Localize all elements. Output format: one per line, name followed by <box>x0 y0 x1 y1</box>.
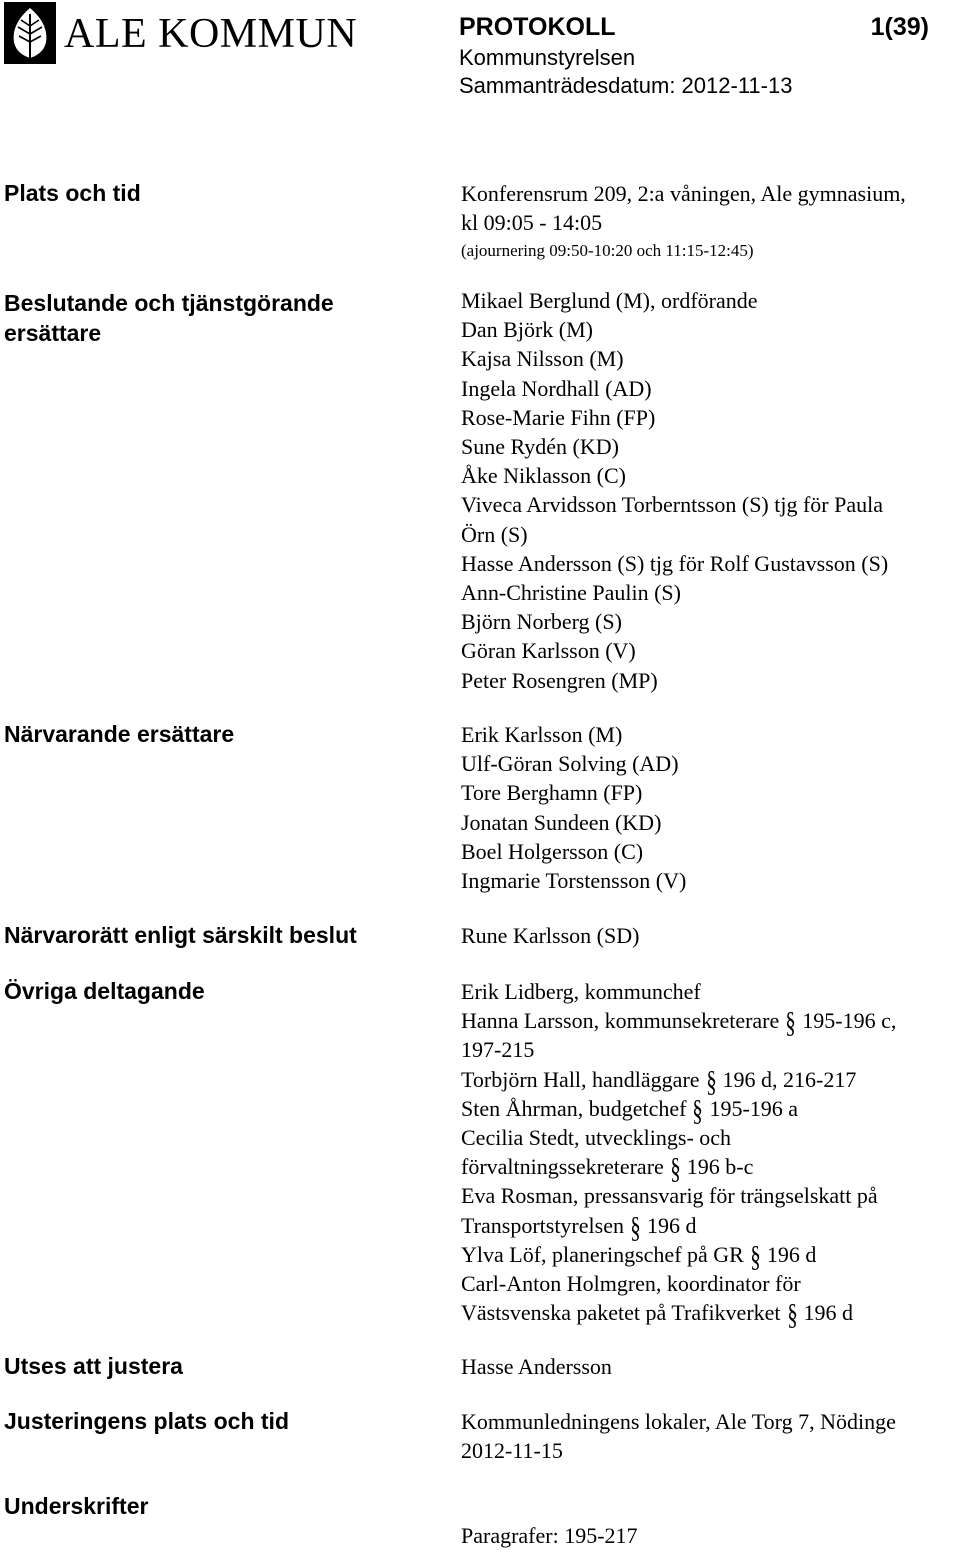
list-item: Eva Rosman, pressansvarig för trängselskatt på <box>461 1183 878 1209</box>
list-item: Ingmarie Torstensson (V) <box>461 868 687 894</box>
list-item: Ulf-Göran Solving (AD) <box>461 751 679 777</box>
section-sign-icon: § <box>786 1298 798 1332</box>
list-item: Jonatan Sundeen (KD) <box>461 809 662 835</box>
beslutande-list <box>461 286 888 695</box>
narvaroratt-value: Rune Karlsson (SD) <box>461 923 640 948</box>
list-item: Erik Karlsson (M) <box>461 722 623 747</box>
list-item: Hanna Larsson, kommunsekreterare § 195-196 c, <box>461 1006 897 1040</box>
logo-wordmark: ALE KOMMUN <box>64 11 358 57</box>
list-item: Åke Niklasson (C) <box>461 463 626 489</box>
label-beslutande-line1: Beslutande och tjänstgörande <box>4 290 334 316</box>
list-item: Sune Rydén (KD) <box>461 434 619 460</box>
section-sign-icon: § <box>670 1152 681 1186</box>
list-item: Västsvenska paketet på Trafikverket § 196 d <box>461 1298 854 1332</box>
list-item: Ingela Nordhall (AD) <box>461 375 652 401</box>
justeringens-line: Kommunledningens lokaler, Ale Torg 7, Nödinge <box>461 1409 896 1434</box>
list-item: Carl-Anton Holmgren, koordinator för <box>461 1271 801 1297</box>
ovriga-list <box>461 977 897 1332</box>
list-item: Rose-Marie Fihn (FP) <box>461 404 656 430</box>
label-ovriga-deltagande: Övriga deltagande <box>4 978 205 1004</box>
header-title-row <box>459 10 929 44</box>
utses-value: Hasse Andersson <box>461 1354 612 1379</box>
leaf-emblem-icon <box>4 2 56 64</box>
protocol-title: PROTOKOLL <box>459 13 616 41</box>
section-sign-icon: § <box>705 1064 717 1098</box>
section-sign-icon: § <box>750 1239 761 1273</box>
narvarande-list <box>461 720 686 895</box>
plats-line: (ajournering 09:50-10:20 och 11:15-12:45) <box>461 241 754 260</box>
section-sign-icon: § <box>630 1210 641 1244</box>
ale-kommun-logo <box>4 2 384 64</box>
label-justeringens-plats: Justeringens plats och tid <box>4 1408 289 1434</box>
justeringens-line: 2012-11-15 <box>461 1438 563 1463</box>
list-item: Sten Åhrman, budgetchef § 195-196 a <box>461 1093 799 1127</box>
list-item: 197-215 <box>461 1037 535 1063</box>
list-item: Boel Holgersson (C) <box>461 838 644 864</box>
section-sign-icon: § <box>692 1093 704 1127</box>
list-item: Kajsa Nilsson (M) <box>461 346 624 372</box>
list-item: Erik Lidberg, kommunchef <box>461 979 701 1004</box>
list-item: Ylva Löf, planeringschef på GR § 196 d <box>461 1239 817 1273</box>
page-number: 1(39) <box>870 13 929 41</box>
committee-name: Kommunstyrelsen <box>459 45 636 70</box>
list-item: Dan Björk (M) <box>461 317 593 343</box>
plats-line: Konferensrum 209, 2:a våningen, Ale gymnasium, <box>461 181 906 206</box>
plats-line: kl 09:05 - 14:05 <box>461 210 603 235</box>
label-narvaroratt: Närvarorätt enligt särskilt beslut <box>4 922 357 948</box>
protocol-header <box>459 10 929 100</box>
paragrafer-value: Paragrafer: 195-217 <box>461 1523 638 1548</box>
list-item: förvaltningssekreterare § 196 b-c <box>461 1152 754 1186</box>
label-underskrifter: Underskrifter <box>4 1493 149 1519</box>
list-item: Transportstyrelsen § 196 d <box>461 1210 697 1244</box>
label-narvarande-ersattare: Närvarande ersättare <box>4 721 235 747</box>
list-item: Viveca Arvidsson Torberntsson (S) tjg för Paula <box>461 492 884 518</box>
list-item: Mikael Berglund (M), ordförande <box>461 288 758 313</box>
list-item: Torbjörn Hall, handläggare § 196 d, 216-217 <box>461 1064 857 1098</box>
list-item: Göran Karlsson (V) <box>461 638 636 664</box>
list-item: Cecilia Stedt, utvecklings- och <box>461 1125 732 1151</box>
list-item: Ann-Christine Paulin (S) <box>461 580 681 606</box>
list-item: Björn Norberg (S) <box>461 609 622 635</box>
list-item: Peter Rosengren (MP) <box>461 667 658 693</box>
label-utses-att-justera: Utses att justera <box>4 1353 183 1379</box>
list-item: Hasse Andersson (S) tjg för Rolf Gustavsson (S) <box>461 550 889 576</box>
section-sign-icon: § <box>785 1006 797 1040</box>
list-item: Örn (S) <box>461 521 528 547</box>
label-beslutande-line2: ersättare <box>4 320 102 346</box>
meeting-date: Sammanträdesdatum: 2012-11-13 <box>459 73 793 98</box>
label-plats-och-tid: Plats och tid <box>4 180 141 206</box>
list-item: Tore Berghamn (FP) <box>461 780 643 806</box>
